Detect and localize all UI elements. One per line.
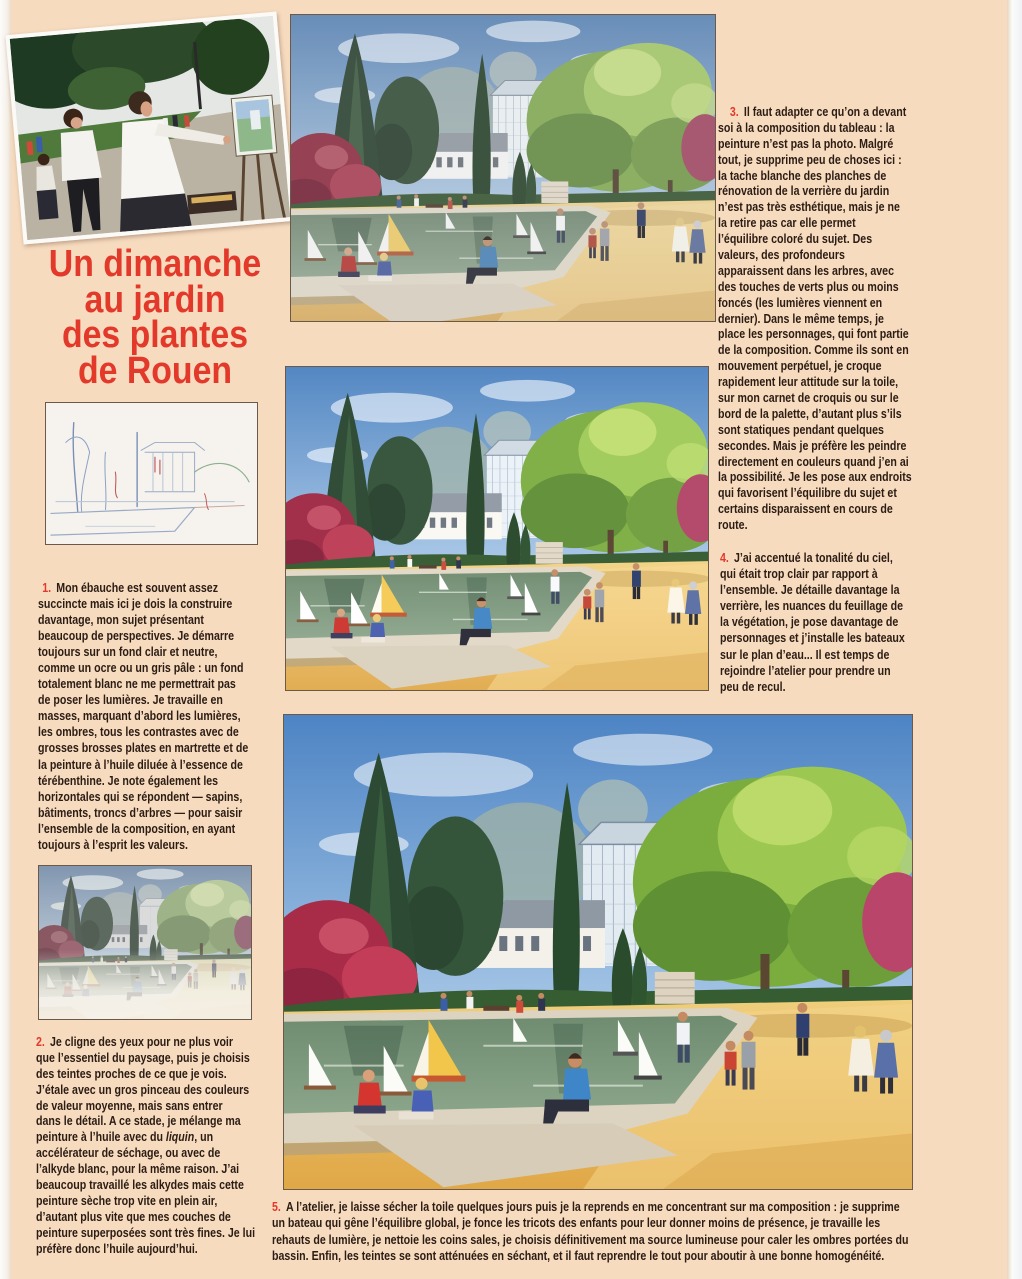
text-line (272, 1199, 914, 1215)
text-line (718, 153, 916, 169)
painting-stage-3 (290, 14, 716, 322)
text-segment: qui favorisent l’équilibre du sujet et (718, 486, 897, 501)
text-segment: sur mon carnet de croquis ou sur le (718, 391, 899, 406)
text-line (718, 486, 916, 502)
text-line (36, 1146, 261, 1162)
painting-stage-2 (38, 865, 252, 1020)
text-segment: Mon ébauche est souvent assez (56, 581, 219, 595)
step-4-lines (720, 550, 918, 695)
text-segment: qui était trop clair par rapport à (720, 567, 878, 582)
text-segment: toujours sur un fond clair et neutre, (38, 645, 218, 660)
text-segment: apparaissent dans les arbres, avec (718, 263, 895, 278)
step-number: 3. (729, 105, 739, 119)
title-line: des plantes (61, 314, 249, 356)
text-line (38, 612, 263, 628)
text-line (38, 805, 263, 821)
step-5-lines (272, 1199, 914, 1265)
text-line (718, 359, 916, 375)
text-segment: térébenthine. Je note également les (38, 773, 219, 788)
text-line (38, 757, 263, 773)
text-segment: rénovation de la verrière du jardin (718, 184, 890, 199)
text-segment: horizontales qui se répondent — sapins, (38, 789, 243, 804)
text-segment: grosses brosses plates en martrette et de (38, 741, 249, 756)
step-1-text (38, 580, 262, 853)
step-number: 2. (36, 1035, 45, 1049)
text-line (720, 598, 918, 614)
step-number: 4. (720, 551, 729, 565)
text-line (36, 1242, 261, 1258)
step-2-lines (36, 1035, 261, 1257)
text-line (38, 773, 263, 789)
text-segment: de la composition. Comme ils sont en (718, 343, 909, 358)
text-segment: J’étale avec un gros pinceau des couleurs (36, 1082, 250, 1097)
step-number: 1. (42, 581, 52, 595)
text-line (720, 663, 918, 679)
text-line (718, 391, 916, 407)
painting-stage-4-artwork (286, 367, 708, 690)
text-line (272, 1248, 914, 1264)
next-page-edge (1007, 0, 1022, 1279)
text-segment: davantage, mon sujet présentant (38, 613, 204, 628)
text-segment: certains disparaissent en cours de (718, 502, 893, 517)
title-line: de Rouen (77, 349, 233, 392)
text-line (38, 628, 263, 644)
text-segment: accélérateur de séchage, ou avec de (36, 1146, 221, 1161)
text-segment: la retire pas car elle permet (718, 216, 856, 231)
step-4-text (720, 550, 917, 695)
text-segment: beaucoup de perspectives. Je démarre (38, 629, 235, 644)
step-3-lines (718, 105, 916, 534)
text-segment: secondes. Mais je préfère les peindre (718, 438, 907, 453)
text-line (38, 821, 263, 837)
text-line (718, 121, 916, 137)
photo-painters-in-park (5, 12, 294, 245)
step-1-lines (38, 580, 263, 853)
page-gutter (0, 0, 11, 1279)
text-line (38, 837, 263, 853)
text-segment: de valeur moyenne, mais sans entrer (36, 1098, 223, 1113)
text-segment: Je cligne des yeux pour ne plus voir (49, 1035, 234, 1049)
text-line (36, 1114, 261, 1130)
text-segment: peinture à l’huile avec du (36, 1130, 166, 1145)
text-segment: la possibilité. Je les pose aux endroits (718, 470, 912, 485)
text-line (36, 1083, 261, 1099)
text-line (720, 566, 918, 582)
text-line (718, 137, 916, 153)
text-segment: place les personnages, qui font partie (718, 327, 909, 342)
text-segment: verrière, les nuances du feuillage de (720, 599, 904, 614)
unfinished-canvas-area (39, 950, 251, 1019)
text-segment: dans le détail. A ce stade, je mélange ma (36, 1114, 241, 1129)
step-2-text (36, 1035, 260, 1257)
text-line (718, 264, 916, 280)
painting-stage-3-artwork (291, 15, 715, 321)
text-line (36, 1051, 261, 1067)
text-segment: d’autant plus vite que mes couches de (36, 1209, 231, 1224)
text-segment: bassin. Enfin, les teintes se sont atténuées en séchant, et il faut reprendre le tout pour aboutir à une bonne homogénéité. (272, 1249, 885, 1264)
text-line (718, 327, 916, 343)
text-segment: masses, marquant d’abord les lumières, (38, 709, 241, 724)
text-line (720, 582, 918, 598)
text-segment: des touches de verts plus ou moins (718, 279, 899, 294)
text-line (36, 1130, 261, 1146)
step-3-text (718, 105, 915, 534)
text-segment: n’est pas très esthétique, mais je ne (718, 200, 900, 215)
text-line (718, 375, 916, 391)
text-segment: préfère donc l’huile aujourd’hui. (36, 1241, 198, 1256)
text-segment: beaucoup travaillé les alkydes mais cette (36, 1178, 244, 1193)
text-line (38, 724, 263, 740)
text-line (38, 789, 263, 805)
text-segment: J’ai accentué la tonalité du ciel, (733, 551, 893, 565)
text-line (720, 647, 918, 663)
text-segment: , un (194, 1130, 214, 1145)
text-line (718, 312, 916, 328)
text-line (272, 1232, 914, 1248)
text-line (718, 169, 916, 185)
text-line (36, 1067, 261, 1083)
text-line (718, 407, 916, 423)
text-segment: peinture n’est pas la photo. Malgré (718, 136, 894, 151)
text-segment: rejoindre l’atelier pour prendre un (720, 663, 891, 678)
text-line (38, 660, 263, 676)
text-segment: foncés (les lumières viennent en (718, 295, 883, 310)
sketch-stage-1-artwork (46, 403, 257, 544)
text-segment: personnages et j’installe les bateaux (720, 631, 905, 646)
text-line (718, 455, 916, 471)
text-segment: toujours à l’esprit les valeurs. (38, 837, 188, 852)
text-segment: un bateau qui gêne l’équilibre global, je fonce les tricots des enfants pour leur donner moins de présence, je travaille les (272, 1216, 881, 1231)
text-segment: soi à la composition du tableau : la (718, 120, 895, 135)
text-segment: peinture sèche trop vite en plein air, (36, 1193, 218, 1208)
text-line (720, 550, 918, 566)
painting-stage-4 (285, 366, 709, 691)
text-line (36, 1162, 261, 1178)
text-line (36, 1226, 261, 1242)
title-line: Un dimanche (48, 243, 262, 285)
text-segment: sur le plan d’eau... Il est temps de (720, 647, 890, 662)
text-segment: l’ensemble de la composition, en ayant (38, 821, 236, 836)
text-segment: valeurs, des profondeurs (718, 248, 845, 263)
text-line (36, 1035, 261, 1051)
photo-artwork (10, 16, 291, 240)
text-line (36, 1099, 261, 1115)
title-line: au jardin (84, 278, 226, 321)
text-line (38, 596, 263, 612)
text-segment: succincte mais ici je dois la construire (38, 597, 233, 612)
text-segment: A l’atelier, je laisse sécher la toile quelques jours puis je la reprends en me concentrant sur ma composition : je supprime (285, 1200, 900, 1214)
text-line (36, 1210, 261, 1226)
text-segment: la peinture à l’huile diluée à l’essence de (38, 757, 243, 772)
text-segment: l’ensemble. Je détaille davantage la (720, 583, 900, 598)
painting-stage-5-artwork (284, 715, 912, 1189)
text-line (718, 280, 916, 296)
text-segment: les ombres, tous les contrastes avec de (38, 725, 239, 740)
text-line (718, 184, 916, 200)
text-line (36, 1194, 261, 1210)
text-segment: directement en couleurs quand j’en ai (718, 454, 909, 469)
emphasized-word: liquin (165, 1130, 195, 1145)
text-line (718, 200, 916, 216)
text-line (718, 470, 916, 486)
text-line (38, 692, 263, 708)
text-segment: bâtiments, troncs d’arbres — pour saisir (38, 805, 243, 820)
text-line (720, 614, 918, 630)
text-segment: sont statiques pendant quelques (718, 422, 884, 437)
text-line (720, 630, 918, 646)
text-line (718, 343, 916, 359)
painting-stage-5-final (283, 714, 913, 1190)
text-line (718, 296, 916, 312)
text-segment: route. (718, 518, 748, 533)
step-number: 5. (272, 1200, 281, 1214)
text-line (36, 1178, 261, 1194)
text-segment: tout, je supprime peu de choses ici : (718, 152, 902, 167)
text-line (38, 644, 263, 660)
text-segment: rehauts de lumière, je nettoie les coins sales, je choisis définitivement ma source lumineuse pour caler les ombres portées du (272, 1232, 909, 1247)
text-line (718, 248, 916, 264)
text-line (720, 679, 918, 695)
article-title (44, 243, 267, 392)
step-5-text (272, 1199, 912, 1265)
text-line (718, 105, 916, 121)
text-segment: que l’essentiel du paysage, puis je choisis (36, 1050, 250, 1065)
text-segment: totalement blanc ne me permettrait pas (38, 677, 236, 692)
text-segment: Il faut adapter ce qu’on a devant (743, 105, 907, 119)
text-segment: la tache blanche des planches de (718, 168, 887, 183)
text-line (718, 423, 916, 439)
text-line (38, 740, 263, 756)
text-segment: bord de la palette, d’autant plus s’ils (718, 406, 902, 421)
text-line (272, 1215, 914, 1231)
text-segment: des teintes proches de ce que je vois. (36, 1066, 227, 1081)
text-line (718, 232, 916, 248)
text-line (718, 502, 916, 518)
text-segment: l’équilibre coloré du sujet. Des (718, 232, 873, 247)
text-segment: la végétation, je pose davantage de (720, 615, 899, 630)
text-segment: peu de recul. (720, 679, 786, 694)
text-line (718, 216, 916, 232)
text-line (718, 518, 916, 534)
text-segment: dernier). Dans le même temps, je (718, 311, 884, 326)
text-segment: l’alkyde blanc, pour la même raison. J’ai (36, 1162, 240, 1177)
text-segment: comme un ocre ou un gris pâle : un fond (38, 661, 244, 676)
sketch-stage-1 (45, 402, 258, 545)
text-line (38, 676, 263, 692)
text-segment: mouvement perpétuel, je croque (718, 359, 882, 374)
text-line (38, 580, 263, 596)
text-segment: de poser les lumières. Je travaille en (38, 693, 223, 708)
text-segment: rapidement leur attitude sur la toile, (718, 375, 899, 390)
text-segment: peinture superposées sont très fines. Je lui (36, 1225, 256, 1240)
text-line (38, 708, 263, 724)
text-line (718, 439, 916, 455)
